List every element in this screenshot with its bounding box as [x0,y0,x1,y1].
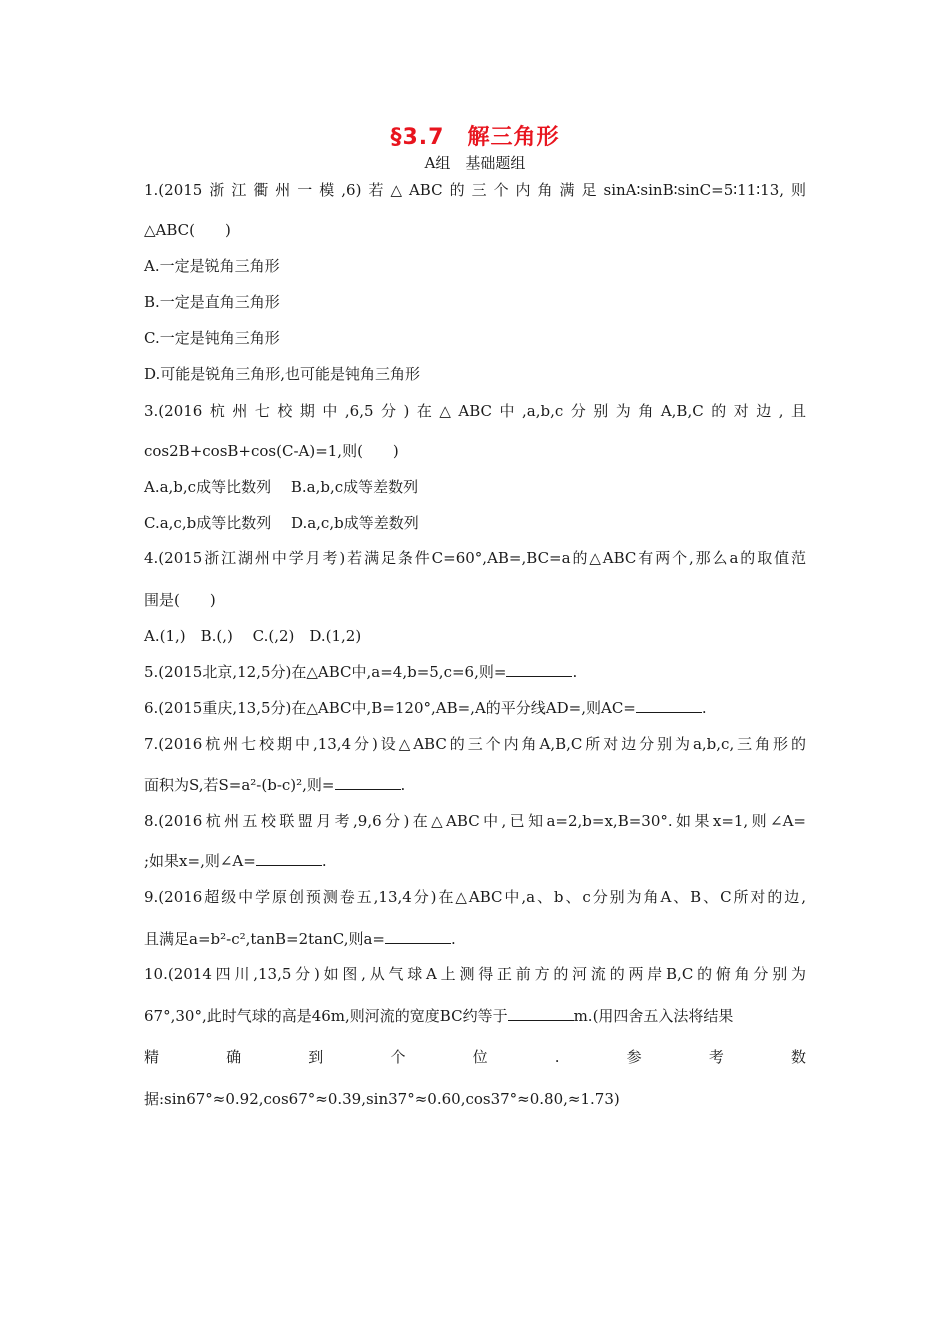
q4-options: A.(1,) B.(,) C.(,2) D.(1,2) [144,627,362,645]
q1-stem-cont: △ABC( ) [144,221,231,239]
q10-text-cont: m.(用四舍五入法将结果 [573,1007,734,1025]
q10-line [144,1006,733,1026]
answer-blank [636,698,702,713]
q8-stem: 8.(2016杭州五校联盟月考,9,6分)在△ABC中,已知a=2,b=x,B=30°.如果x=1,则∠A= [144,812,806,830]
period: . [572,663,578,681]
q3-stem-cont: cos2B+cosB+cos(C-A)=1,则( ) [144,442,399,460]
q7-line [144,775,405,795]
answer-blank [256,851,322,866]
q5-text: 5.(2015北京,12,5分)在△ABC中,a=4,b=5,c=6,则= [144,663,507,681]
q5-line [144,662,577,682]
period: . [701,699,707,717]
answer-blank [508,1006,574,1021]
q1-option-b: B.一定是直角三角形 [144,293,280,311]
q3-options-ab: A.a,b,c成等比数列 B.a,b,c成等差数列 [144,478,419,496]
q8-line [144,851,327,871]
answer-blank [335,775,401,790]
period: . [321,852,327,870]
q9-stem: 9.(2016超级中学原创预测卷五,13,4分)在△ABC中,a、b、c分别为角A、B、C所对的边, [144,888,806,906]
q9-line [144,929,456,949]
group-subtitle: A组 基础题组 [424,154,526,172]
q4-stem-cont: 围是( ) [144,591,216,609]
answer-blank [506,662,572,677]
q1-option-d: D.可能是锐角三角形,也可能是钝角三角形 [144,365,421,383]
q9-text: 且满足a=b²-c²,tanB=2tanC,则a= [144,930,385,948]
section-title: §3.7 解三角形 [390,125,560,150]
period: . [451,930,456,948]
q10-text: 67°,30°,此时气球的高是46m,则河流的宽度BC约等于 [144,1007,508,1025]
q8-text: ;如果x=,则∠A= [144,852,256,870]
period: . [400,776,406,794]
q10-reference-data: 据:sin67°≈0.92,cos67°≈0.39,sin37°≈0.60,cos37°≈0.80,≈1.73) [144,1090,620,1108]
q3-stem: 3.(2016杭州七校期中,6,5分)在△ABC中,a,b,c分别为角A,B,C的对边,且 [144,402,806,420]
q3-options-cd: C.a,c,b成等比数列 D.a,c,b成等差数列 [144,514,419,532]
q7-stem: 7.(2016杭州七校期中,13,4分)设△ABC的三个内角A,B,C所对边分别为a,b,c,三角形的 [144,735,806,753]
q1-stem: 1.(2015浙江衢州一模,6)若△ABC的三个内角满足sinA∶sinB∶sinC=5∶11∶13,则 [144,181,806,199]
q7-text: 面积为S,若S=a²-(b-c)²,则= [144,776,335,794]
q1-option-a: A.一定是锐角三角形 [144,257,280,275]
q10-stem: 10.(2014四川,13,5分)如图,从气球A上测得正前方的河流的两岸B,C的俯角分别为 [144,965,806,983]
q6-text: 6.(2015重庆,13,5分)在△ABC中,B=120°,AB=,A的平分线AD=,则AC= [144,699,636,717]
q1-option-c: C.一定是钝角三角形 [144,329,280,347]
answer-blank [385,929,451,944]
q10-note: 精 确 到 个 位 . 参 考 数 [144,1048,806,1066]
q4-stem: 4.(2015浙江湖州中学月考)若满足条件C=60°,AB=,BC=a的△ABC有两个,那么a的取值范 [144,549,806,567]
q6-line [144,698,707,718]
